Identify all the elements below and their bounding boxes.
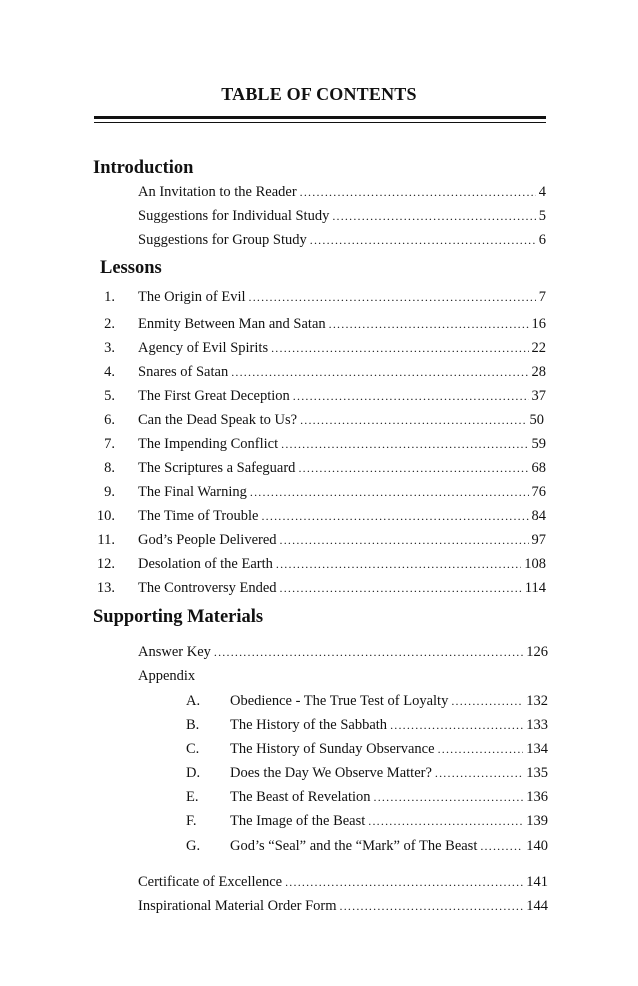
section-lessons: Lessons — [100, 258, 162, 278]
dot-leader — [390, 715, 523, 735]
entry-page: 68 — [531, 460, 546, 476]
entry-page: 134 — [526, 741, 548, 757]
entry-label: Snares of Satan — [138, 364, 229, 380]
entry-page: 50 — [529, 412, 544, 428]
toc-entry-lesson-10[interactable] — [138, 506, 546, 526]
entry-page: 7 — [538, 289, 546, 305]
entry-page: 37 — [531, 388, 546, 404]
lesson-number: 12. — [96, 556, 115, 572]
toc-entry-lesson-6[interactable] — [138, 410, 544, 430]
dot-leader — [451, 691, 523, 711]
appendix-letter: D. — [186, 765, 201, 781]
toc-entry-lesson-12[interactable] — [138, 554, 546, 574]
entry-page: 76 — [531, 484, 546, 500]
entry-label: The Impending Conflict — [138, 436, 279, 452]
toc-entry-lesson-11[interactable] — [138, 530, 546, 550]
toc-entry-lesson-8[interactable] — [138, 458, 546, 478]
toc-entry-lesson-5[interactable] — [138, 386, 546, 406]
entry-page: 114 — [524, 580, 546, 596]
entry-page: 16 — [531, 316, 546, 332]
appendix-letter: B. — [186, 717, 200, 733]
entry-label: The First Great Deception — [138, 388, 290, 404]
toc-entry-individual-study[interactable] — [138, 206, 546, 226]
entry-label: The Controversy Ended — [138, 580, 277, 596]
toc-entry-lesson-7[interactable] — [138, 434, 546, 454]
entry-label: An Invitation to the Reader — [138, 184, 297, 200]
toc-entry-appendix-f[interactable] — [230, 811, 548, 831]
entry-label: God’s People Delivered — [138, 532, 277, 548]
dot-leader — [281, 434, 528, 454]
entry-label: Suggestions for Individual Study — [138, 208, 330, 224]
dot-leader — [214, 642, 523, 662]
toc-entry-certificate[interactable] — [138, 872, 548, 892]
dot-leader — [480, 836, 523, 856]
section-supporting-materials: Supporting Materials — [93, 607, 264, 627]
appendix-letter: E. — [186, 789, 199, 805]
lesson-number: 4. — [104, 364, 115, 380]
entry-label: The History of Sunday Observance — [230, 741, 435, 757]
dot-leader — [276, 554, 521, 574]
toc-entry-appendix-g[interactable] — [230, 836, 548, 856]
toc-entry-invitation[interactable] — [138, 182, 546, 202]
entry-label: Inspirational Material Order Form — [138, 898, 337, 914]
appendix-letter: C. — [186, 741, 200, 757]
entry-label: Obedience - The True Test of Loyalty — [230, 693, 449, 709]
toc-entry-appendix-d[interactable] — [230, 763, 548, 783]
entry-page: 108 — [524, 556, 546, 572]
dot-leader — [271, 338, 528, 358]
dot-leader — [280, 578, 522, 598]
toc-entry-lesson-4[interactable] — [138, 362, 546, 382]
lesson-number: 11. — [97, 532, 115, 548]
toc-entry-order-form[interactable] — [138, 896, 548, 916]
toc-entry-lesson-1[interactable] — [138, 287, 546, 307]
entry-label: Enmity Between Man and Satan — [138, 316, 326, 332]
entry-label: Can the Dead Speak to Us? — [138, 412, 298, 428]
lesson-number: 6. — [104, 412, 115, 428]
entry-label: Agency of Evil Spirits — [138, 340, 269, 356]
section-introduction: Introduction — [93, 158, 194, 178]
entry-page: 139 — [526, 813, 548, 829]
toc-entry-appendix-e[interactable] — [230, 787, 548, 807]
entry-page: 97 — [531, 532, 546, 548]
dot-leader — [300, 182, 536, 202]
entry-page: 6 — [538, 232, 546, 248]
entry-page: 135 — [526, 765, 548, 781]
lesson-number: 1. — [104, 289, 115, 305]
entry-page: 132 — [526, 693, 548, 709]
dot-leader — [250, 482, 529, 502]
dot-leader — [310, 230, 536, 250]
entry-page: 140 — [526, 838, 548, 854]
dot-leader — [374, 787, 524, 807]
dot-leader — [249, 287, 536, 307]
entry-page: 141 — [526, 874, 548, 890]
entry-page: 133 — [526, 717, 548, 733]
entry-page: 22 — [531, 340, 546, 356]
appendix-letter: A. — [186, 693, 201, 709]
entry-page: 28 — [531, 364, 546, 380]
lesson-number: 13. — [96, 580, 115, 596]
dot-leader — [438, 739, 524, 759]
appendix-letter: F. — [186, 813, 197, 829]
toc-entry-answer-key[interactable] — [138, 642, 548, 662]
lesson-number: 7. — [104, 436, 115, 452]
entry-label: Answer Key — [138, 644, 211, 660]
appendix-letter: G. — [186, 838, 201, 854]
page-title: TABLE OF CONTENTS — [221, 84, 417, 104]
lesson-number: 8. — [104, 460, 115, 476]
dot-leader — [435, 763, 523, 783]
dot-leader — [285, 872, 523, 892]
entry-label: The Final Warning — [138, 484, 247, 500]
toc-entry-group-study[interactable] — [138, 230, 546, 250]
dot-leader — [332, 206, 535, 226]
entry-label: Desolation of the Earth — [138, 556, 273, 572]
dot-leader — [261, 506, 528, 526]
entry-page: 4 — [538, 184, 546, 200]
entry-page: 84 — [531, 508, 546, 524]
toc-entry-lesson-3[interactable] — [138, 338, 546, 358]
dot-leader — [280, 530, 529, 550]
entry-label: The Image of the Beast — [230, 813, 366, 829]
dot-leader — [340, 896, 524, 916]
entry-label: Does the Day We Observe Matter? — [230, 765, 432, 781]
dot-leader — [298, 458, 528, 478]
dot-leader — [300, 410, 526, 430]
entry-label: The History of the Sabbath — [230, 717, 388, 733]
toc-entry-appendix-c[interactable] — [230, 739, 548, 759]
entry-label: God’s “Seal” and the “Mark” of The Beast — [230, 838, 478, 854]
entry-label: The Beast of Revelation — [230, 789, 371, 805]
lesson-number: 3. — [104, 340, 115, 356]
entry-page: 59 — [531, 436, 546, 452]
dot-leader — [329, 314, 529, 334]
entry-label: Suggestions for Group Study — [138, 232, 307, 248]
toc-entry-lesson-13[interactable] — [138, 578, 546, 598]
entry-label: Certificate of Excellence — [138, 874, 283, 890]
appendix-heading: Appendix — [138, 668, 196, 684]
entry-page: 5 — [538, 208, 546, 224]
entry-page: 126 — [526, 644, 548, 660]
toc-entry-appendix-a[interactable] — [230, 691, 548, 711]
entry-page: 144 — [526, 898, 548, 914]
toc-entry-appendix-b[interactable] — [230, 715, 548, 735]
lesson-number: 9. — [104, 484, 115, 500]
lesson-number: 10. — [96, 508, 115, 524]
dot-leader — [293, 386, 529, 406]
title-rule-thin — [94, 122, 546, 123]
toc-entry-lesson-2[interactable] — [138, 314, 546, 334]
entry-page: 136 — [526, 789, 548, 805]
title-rule-thick — [94, 116, 546, 119]
toc-entry-lesson-9[interactable] — [138, 482, 546, 502]
dot-leader — [368, 811, 523, 831]
dot-leader — [231, 362, 528, 382]
entry-label: The Origin of Evil — [138, 289, 246, 305]
entry-label: The Scriptures a Safeguard — [138, 460, 296, 476]
lesson-number: 2. — [104, 316, 115, 332]
entry-label: The Time of Trouble — [138, 508, 259, 524]
lesson-number: 5. — [104, 388, 115, 404]
